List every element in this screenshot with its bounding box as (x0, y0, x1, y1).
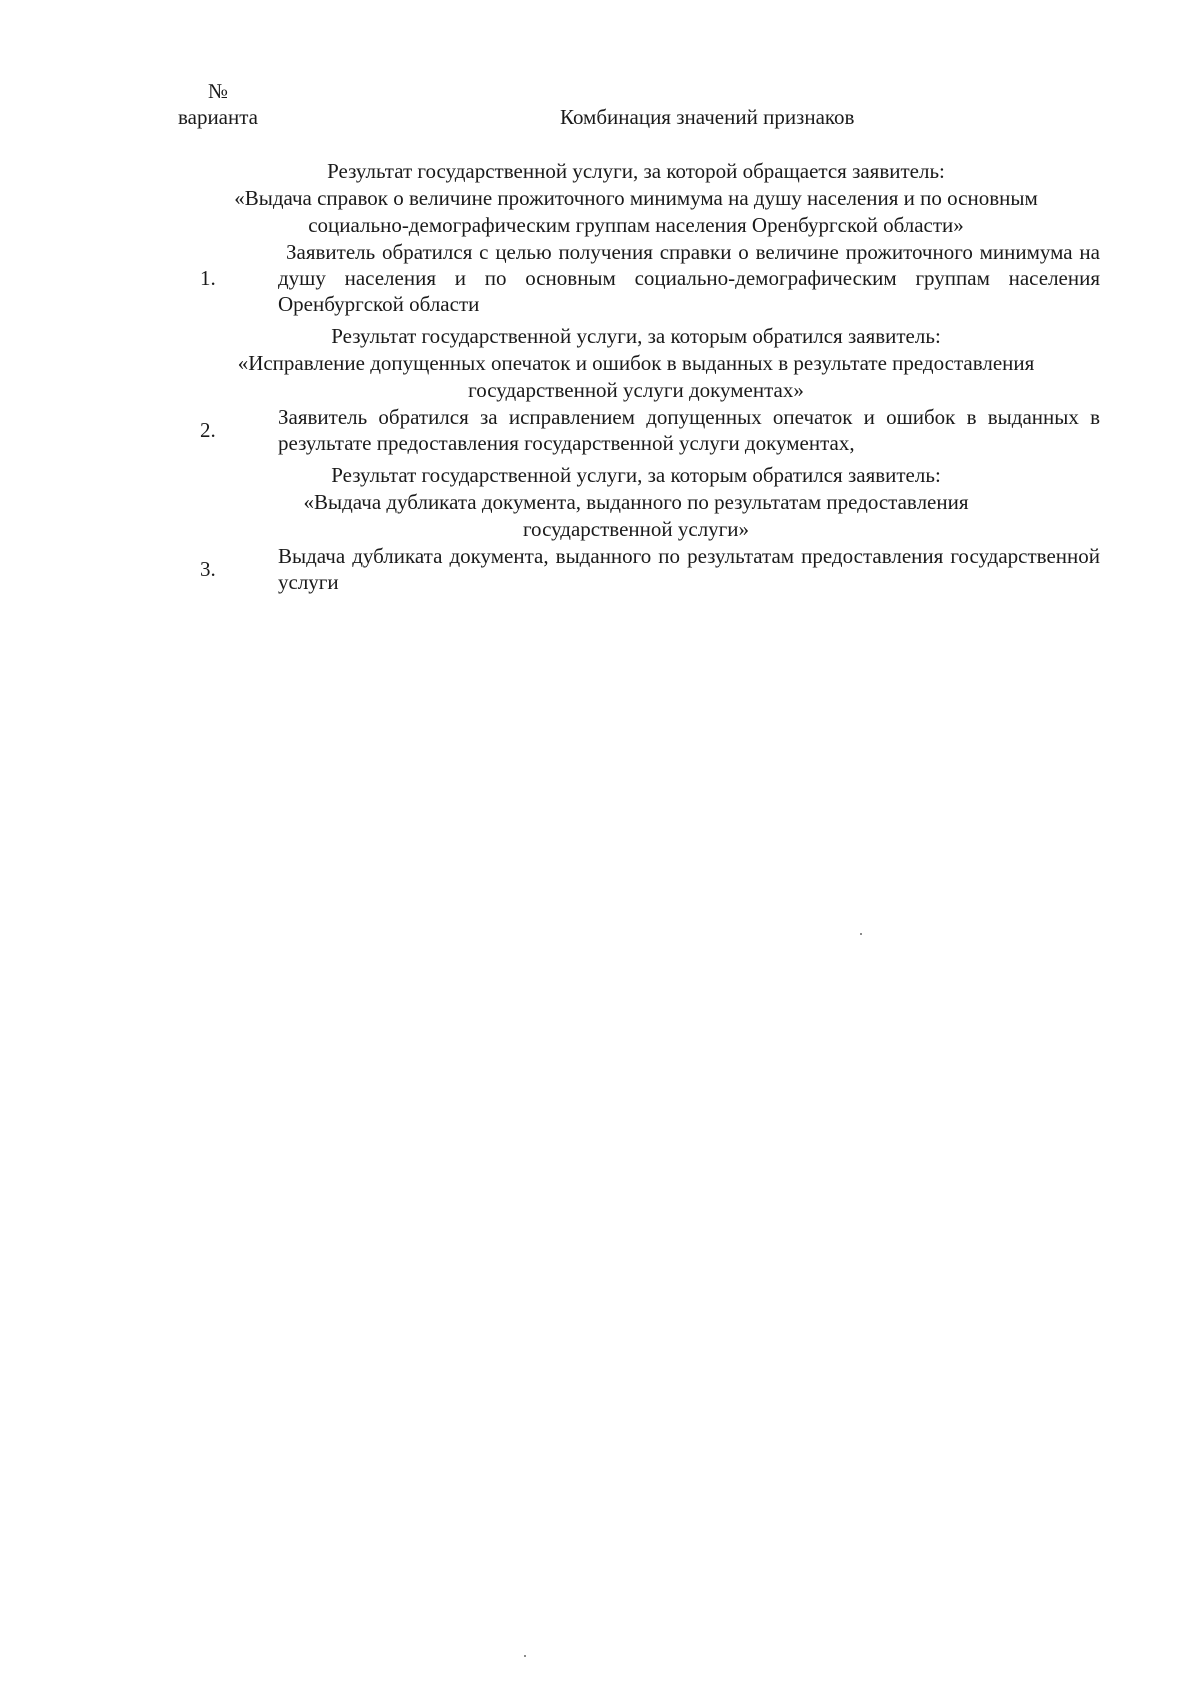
result-line: «Выдача дубликата документа, выданного по результатам предоставления (303, 490, 969, 514)
result-line: государственной услуги» (522, 517, 750, 541)
scan-speck (524, 1655, 526, 1657)
service-result-heading (172, 158, 1100, 239)
service-result-heading (172, 323, 1100, 404)
result-line: «Выдача справок о величине прожиточного минимума на душу населения и по основным (234, 186, 1038, 210)
variant-number: 1. (200, 266, 216, 290)
variant-block-3 (0, 462, 1200, 595)
result-line: Результат государственной услуги, за которым обратился заявитель: (331, 463, 941, 487)
table-header (0, 78, 1200, 138)
scan-speck (860, 933, 862, 935)
combination-column-header: Комбинация значений признаков (560, 105, 855, 129)
result-line: государственной услуги документах» (468, 378, 804, 402)
result-line: Результат государственной услуги, за которой обращается заявитель: (327, 159, 945, 183)
result-line: «Исправление допущенных опечаток и ошибок в выданных в результате предоставления (237, 351, 1035, 375)
variant-label: варианта (177, 105, 258, 129)
number-sign: № (207, 79, 229, 103)
variant-description: Заявитель обратился за исправлением допущенных опечаток и ошибок в выданных в результате предоставления государственной услуги документах, (278, 405, 1100, 455)
result-line: социально-демографическим группам населения Оренбургской области» (308, 213, 964, 237)
variant-row (0, 543, 1200, 595)
document-body (0, 158, 1200, 601)
variant-number: 2. (200, 418, 216, 442)
variant-description: Выдача дубликата документа, выданного по результатам предоставления государственной услуги (278, 544, 1100, 594)
variant-number-column-header (168, 78, 268, 130)
variant-row (0, 239, 1200, 317)
service-result-heading (172, 462, 1100, 543)
variant-block-1 (0, 158, 1200, 317)
variant-row (0, 404, 1200, 456)
result-line: Результат государственной услуги, за которым обратился заявитель: (331, 324, 941, 348)
variant-number: 3. (200, 557, 216, 581)
variant-description: Заявитель обратился с целью получения справки о величине прожиточного минимума на душу населения и по основным социально-демографическим группам населения Оренбургской области (278, 240, 1100, 316)
variant-block-2 (0, 323, 1200, 456)
